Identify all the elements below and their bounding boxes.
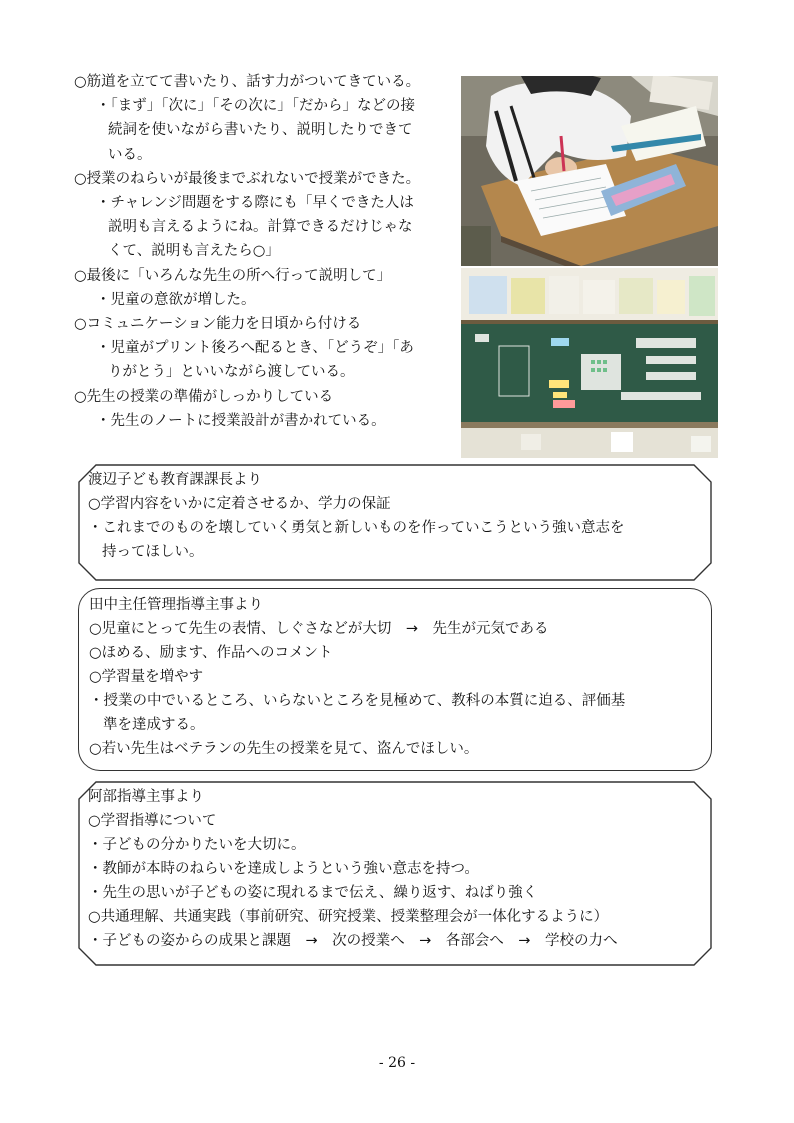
observation-line: ○授業のねらいが最後までぶれないで授業ができた。	[74, 170, 421, 187]
box-line: ○若い先生はベテランの先生の授業を見て、盗んでほしい。	[89, 741, 479, 757]
photo-student-writing	[461, 76, 718, 266]
observation-line: 続詞を使いながら書いたり、説明したりできて	[108, 122, 413, 139]
box-title: 阿部指導主事より	[88, 789, 204, 805]
box-title: 田中主任管理指導主事より	[89, 597, 263, 613]
box-line: ・子どもの姿からの成果と課題 → 次の授業へ → 各部会へ → 学校の力へ	[88, 933, 618, 949]
observation-line: ・「まず」「次に」「その次に」「だから」などの接	[96, 98, 415, 115]
box-line: ・授業の中でいるところ、いらないところを見極めて、教科の本質に迫る、評価基	[89, 693, 626, 709]
observation-line: ○先生の授業の準備がしっかりしている	[74, 388, 334, 405]
box-line: ○学習指導について	[88, 813, 217, 829]
box-line: ○共通理解、共通実践（事前研究、研究授業、授業整理会が一体化するように）	[88, 909, 609, 925]
box-line: ○ほめる、励ます、作品へのコメント	[89, 645, 333, 661]
box-line: 持ってほしい。	[102, 544, 204, 560]
box-title: 渡辺子ども教育課課長より	[88, 472, 262, 488]
observation-line: ・先生のノートに授業設計が書かれている。	[96, 412, 386, 429]
observation-line: ・児童がプリント後ろへ配るとき、「どうぞ」「あ	[96, 340, 414, 357]
observation-line: ・児童の意欲が増した。	[96, 291, 256, 308]
photo-chalkboard	[461, 268, 718, 458]
observation-line: ○最後に「いろんな先生の所へ行って説明して」	[74, 267, 392, 284]
observation-line: いる。	[108, 146, 152, 163]
observation-line: ○筋道を立てて書いたり、話す力がついてきている。	[74, 74, 421, 90]
box-line: ○児童にとって先生の表情、しぐさなどが大切 → 先生が元気である	[89, 621, 549, 637]
comment-box-tanaka	[78, 588, 712, 771]
comment-box-abe	[78, 781, 712, 966]
box-line: ○学習量を増やす	[89, 669, 204, 685]
box-line: ○学習内容をいかに定着させるか、学力の保証	[88, 496, 391, 512]
box-line: ・これまでのものを壊していく勇気と新しいものを作っていこうという強い意志を	[88, 520, 625, 536]
observation-line: 説明も言えるようにね。計算できるだけじゃな	[108, 219, 413, 236]
top-observations	[74, 70, 456, 433]
page-number: - 26 -	[378, 1055, 416, 1071]
box-line: ・先生の思いが子どもの姿に現れるまで伝え、繰り返す、ねばり強く	[88, 885, 538, 901]
comment-box-watanabe	[78, 464, 712, 581]
observation-line: くて、説明も言えたら○」	[108, 243, 280, 260]
box-line: ・教師が本時のねらいを達成しようという強い意志を持つ。	[88, 861, 479, 877]
observation-line: りがとう」といいながら渡している。	[108, 364, 355, 381]
box-line: ・子どもの分かりたいを大切に。	[88, 837, 306, 853]
observation-line: ・チャレンジ問題をする際にも「早くできた人は	[96, 195, 414, 212]
observation-line: ○コミュニケーション能力を日頃から付ける	[74, 316, 362, 333]
box-line: 準を達成する。	[103, 717, 205, 733]
